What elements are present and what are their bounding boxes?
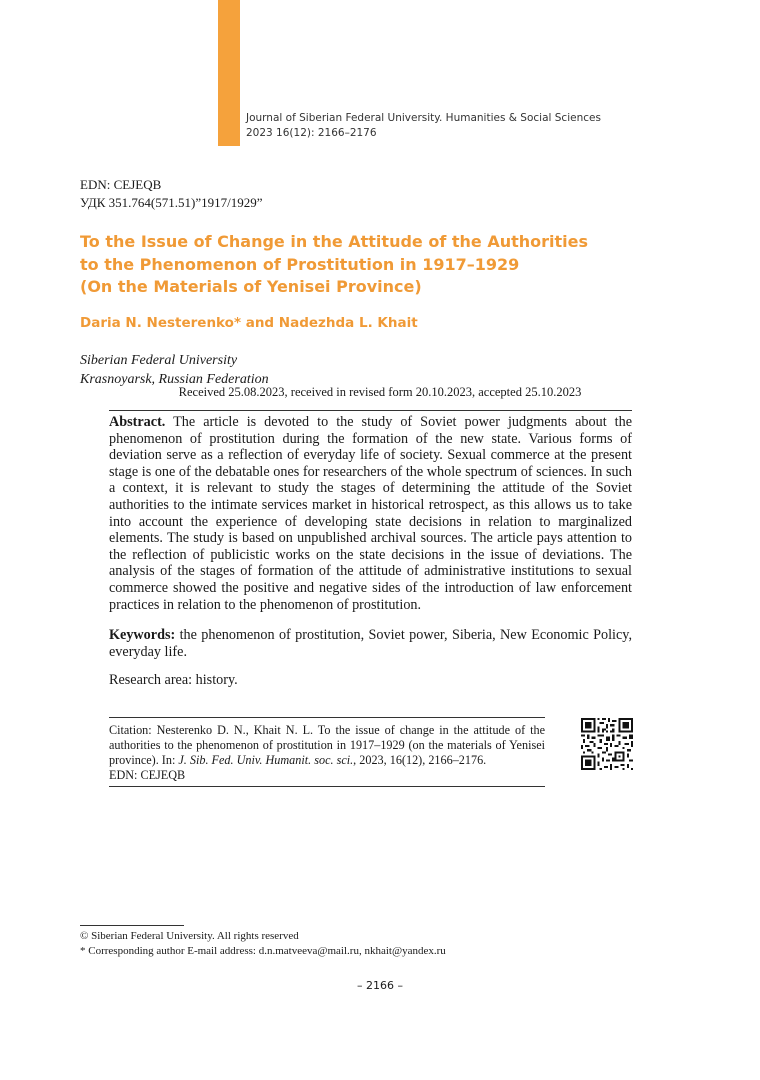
footnote-divider <box>80 925 184 926</box>
abstract-section <box>109 410 632 689</box>
location: Krasnoyarsk, Russian Federation <box>80 372 269 387</box>
footnotes <box>80 929 446 959</box>
journal-name: Journal of Siberian Federal University. Humanities & Social Sciences <box>246 112 601 124</box>
page-number: – 2166 – <box>357 979 403 992</box>
received-dates: Received 25.08.2023, received in revised form 20.10.2023, accepted 25.10.2023 <box>178 385 582 399</box>
qr-code-icon[interactable] <box>581 718 633 770</box>
journal-issue: 2023 16(12): 2166–2176 <box>246 127 377 139</box>
university: Siberian Federal University <box>80 353 238 368</box>
research-area: Research area: history. <box>109 672 238 689</box>
udk-code: УДК 351.764(571.51)”1917/1929” <box>80 195 263 210</box>
article-title <box>80 231 640 299</box>
keywords <box>109 627 632 660</box>
title-line-1: To the Issue of Change in the Attitude of the Authorities <box>80 232 588 251</box>
title-line-3: (On the Materials of Yenisei Province) <box>80 277 422 296</box>
citation-edn: EDN: CEJEQB <box>109 768 186 782</box>
citation-box <box>109 717 545 787</box>
citation-details: , 2023, 16(12), 2166–2176. <box>353 753 487 767</box>
corresponding-author-note: * Corresponding author E-mail address: d.n.matveeva@mail.ru, nkhait@yandex.ru <box>80 945 446 957</box>
journal-header <box>246 111 601 141</box>
abstract-text: The article is devoted to the study of Soviet power judgments about the phenomenon of prostitution during the formation of the new state. Various forms of deviation serve as a reflection of everyday life of society. Sexual commerce at the present stage is one of the debatable ones for researchers of the whole spectrum of sciences. In such a context, it is relevant to study the stages of determining the attitude of the Soviet authorities to the intimate services market in historical retrospect, as this allows us to take into account the experience of developing state decisions in relation to marginalized elements. The study is based on unpublished archival sources. The article pays attention to the reflection of publicistic works on the state decisions in the issue of deviations. The analysis of the stages of formation of the attitude of administrative institutions to sexual commerce showed the positive and negative sides of the introduction of law enforcement practices in relation to the phenomenon of prostitution. <box>109 414 632 613</box>
affiliation <box>80 331 269 389</box>
copyright-note: © Siberian Federal University. All rights reserved <box>80 930 299 942</box>
citation-journal: J. Sib. Fed. Univ. Humanit. soc. sci. <box>178 753 354 767</box>
abstract <box>109 414 632 613</box>
keywords-label: Keywords: <box>109 627 176 644</box>
header-accent-bar <box>218 0 240 146</box>
keywords-text: the phenomenon of prostitution, Soviet power, Siberia, New Economic Policy, everyday life. <box>109 627 633 660</box>
citation-text: Citation: Nesterenko D. N., Khait N. L. To the issue of change in the attitude of the authorities to the phenomenon of prostitution in 1917–1929 (on the materials of Yenisei province). In: <box>109 723 545 767</box>
abstract-label: Abstract. <box>109 414 166 430</box>
author-names: Daria N. Nesterenko* and Nadezhda L. Khait <box>80 315 418 331</box>
title-line-2: to the Phenomenon of Prostitution in 1917–1929 <box>80 254 520 274</box>
classification-codes <box>80 176 263 212</box>
edn-code: EDN: CEJEQB <box>80 177 162 192</box>
